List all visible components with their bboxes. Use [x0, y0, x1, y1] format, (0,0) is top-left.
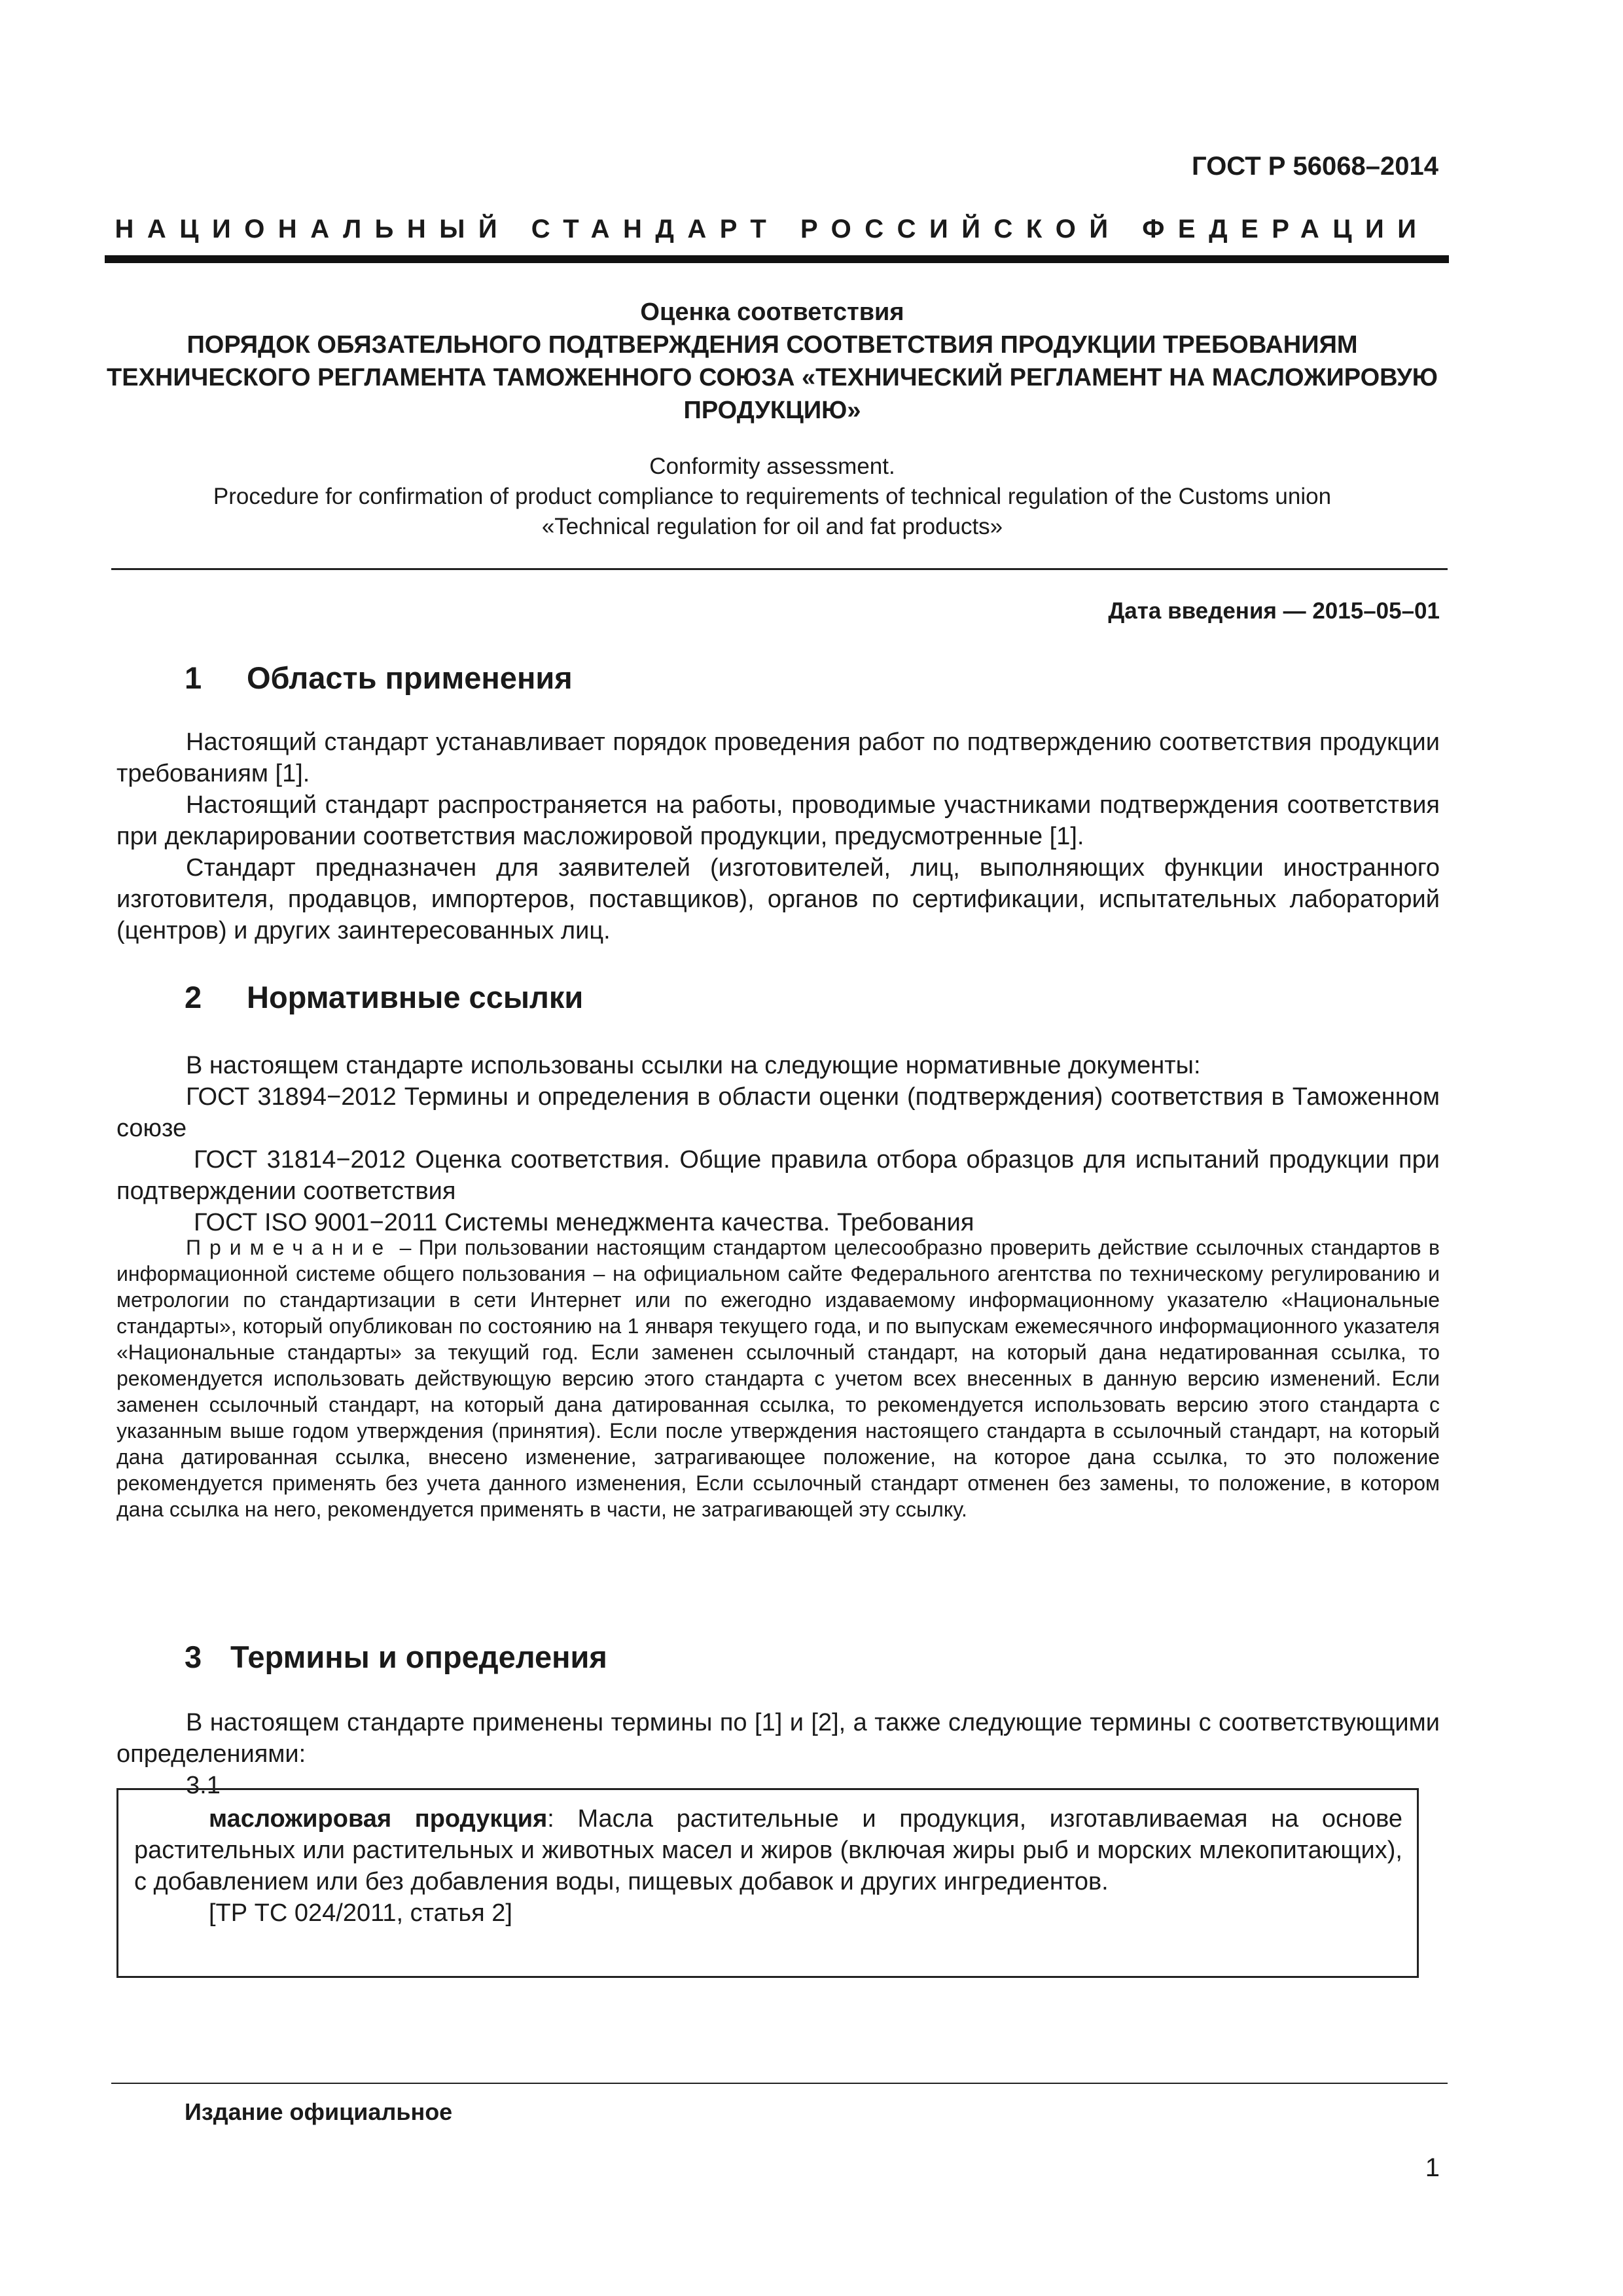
section-1-heading: [185, 660, 573, 696]
title-divider: [111, 568, 1448, 570]
normative-reference: ГОСТ 31814−2012 Оценка соответствия. Общие правила отбора образцов для испытаний продукции при подтверждении соответствия: [116, 1146, 1440, 1205]
national-standard-title: НАЦИОНАЛЬНЫЙ СТАНДАРТ РОССИЙСКОЙ ФЕДЕРАЦИИ: [115, 215, 1430, 243]
term-definition-text: : Масла растительные и продукция, изготавливаемая на основе растительных или растительных и животных масел и жиров (включая жиры рыб и морских млекопитающих), с добавлением или без добавления воды, пищевых добавок и других ингредиентов.: [134, 1805, 1402, 1895]
title-main: ПОРЯДОК ОБЯЗАТЕЛЬНОГО ПОДТВЕРЖДЕНИЯ СООТВЕТСТВИЯ ПРОДУКЦИИ ТРЕБОВАНИЯМ ТЕХНИЧЕСКОГО РЕГЛАМЕНТА ТАМОЖЕННОГО СОЮЗА «ТЕХНИЧЕСКИЙ РЕГЛАМЕНТ НА МАСЛОЖИРОВУЮ ПРОДУКЦИЮ»: [107, 331, 1438, 424]
title-subject: Оценка соответствия: [640, 298, 904, 326]
intro-date: Дата введения — 2015–05–01: [1108, 598, 1440, 624]
normative-reference: ГОСТ 31894−2012 Термины и определения в области оценки (подтверждения) соответствия в Таможенном союзе: [116, 1083, 1440, 1142]
section-1-number: 1: [185, 660, 202, 695]
gost-code: ГОСТ Р 56068–2014: [1192, 152, 1438, 181]
english-title-line1: Conformity assessment.: [649, 454, 895, 479]
document-title: [105, 296, 1440, 427]
english-title: [105, 452, 1440, 542]
term-definition-box: [116, 1788, 1419, 1978]
note-label: Примечание: [186, 1236, 393, 1259]
section-2-heading: [185, 979, 583, 1015]
section-3-number: 3: [185, 1640, 202, 1674]
english-title-line3: «Technical regulation for oil and fat products»: [541, 514, 1003, 539]
term-source: [ТР ТС 024/2011, статья 2]: [209, 1899, 512, 1927]
clause-number: 3.1: [186, 1772, 221, 1799]
section-2-body: [116, 1050, 1440, 1238]
page-number: 1: [1425, 2153, 1440, 2182]
english-title-line2: Procedure for confirmation of product compliance to requirements of technical regulation of the Customs union: [213, 484, 1332, 509]
term-definition: [134, 1803, 1402, 1897]
footer-divider: [111, 2083, 1448, 2084]
section-1-title: Область применения: [247, 660, 573, 695]
section-3-heading: [185, 1639, 607, 1675]
note-text: – При пользовании настоящим стандартом целесообразно проверить действие ссылочных стандартов в информационной системе общего пользования – на официальном сайте Федерального агентства по техническому регулированию и метрологии по стандартизации в сети Интернет или по ежегодно издаваемому информационному указателю «Национальные стандарты», который опубликован по состоянию на 1 января текущего года, и по выпускам ежемесячного информационного указателя «Национальные стандарты» за текущий год. Если заменен ссылочный стандарт, на который дана недатированная ссылка, то рекомендуется использовать действующую версию этого стандарта с учетом всех внесенных в данную версию изменений. Если заменен ссылочный стандарт, на который дана датированная ссылка, то рекомендуется использовать версию этого стандарта с указанным выше годом утверждения (принятия). Если после утверждения настоящего стандарта в ссылочный стандарт, на который дана датированная ссылка, внесено изменение, затрагивающее положение, на которое дана ссылка, то это положение рекомендуется применять без учета данного изменения, Если ссылочный стандарт отменен без замены, то положение, в котором дана ссылка на него, рекомендуется применять в части, не затрагивающей эту ссылку.: [116, 1236, 1440, 1521]
section-2-number: 2: [185, 980, 202, 1014]
section-2-title: Нормативные ссылки: [247, 980, 584, 1014]
section-1-body: [116, 726, 1440, 946]
section-3-body: [116, 1707, 1440, 1801]
section-3-title: Термины и определения: [230, 1640, 607, 1674]
section-1-paragraph: Стандарт предназначен для заявителей (изготовителей, лиц, выполняющих функции иностранного изготовителя, продавцов, импортеров, поставщиков), органов по сертификации, испытательных лабораторий (центров) и других заинтересованных лиц.: [116, 854, 1440, 944]
section-1-paragraph: Настоящий стандарт распространяется на работы, проводимые участниками подтверждения соответствия при декларировании соответствия масложировой продукции, предусмотренные [1].: [116, 791, 1440, 850]
normative-reference: ГОСТ ISO 9001−2011 Системы менеджмента качества. Требования: [194, 1209, 974, 1236]
section-1-paragraph: Настоящий стандарт устанавливает порядок проведения работ по подтверждению соответствия продукции требованиям [1].: [116, 728, 1440, 787]
section-2-intro: В настоящем стандарте использованы ссылки на следующие нормативные документы:: [186, 1052, 1201, 1079]
section-3-intro: В настоящем стандарте применены термины по [1] и [2], а также следующие термины с соответствующими определениями:: [116, 1709, 1440, 1768]
header-divider: [105, 255, 1449, 263]
edition-label: Издание официальное: [185, 2098, 453, 2125]
term-name: масложировая продукция: [209, 1805, 548, 1833]
reference-note: [116, 1234, 1440, 1522]
